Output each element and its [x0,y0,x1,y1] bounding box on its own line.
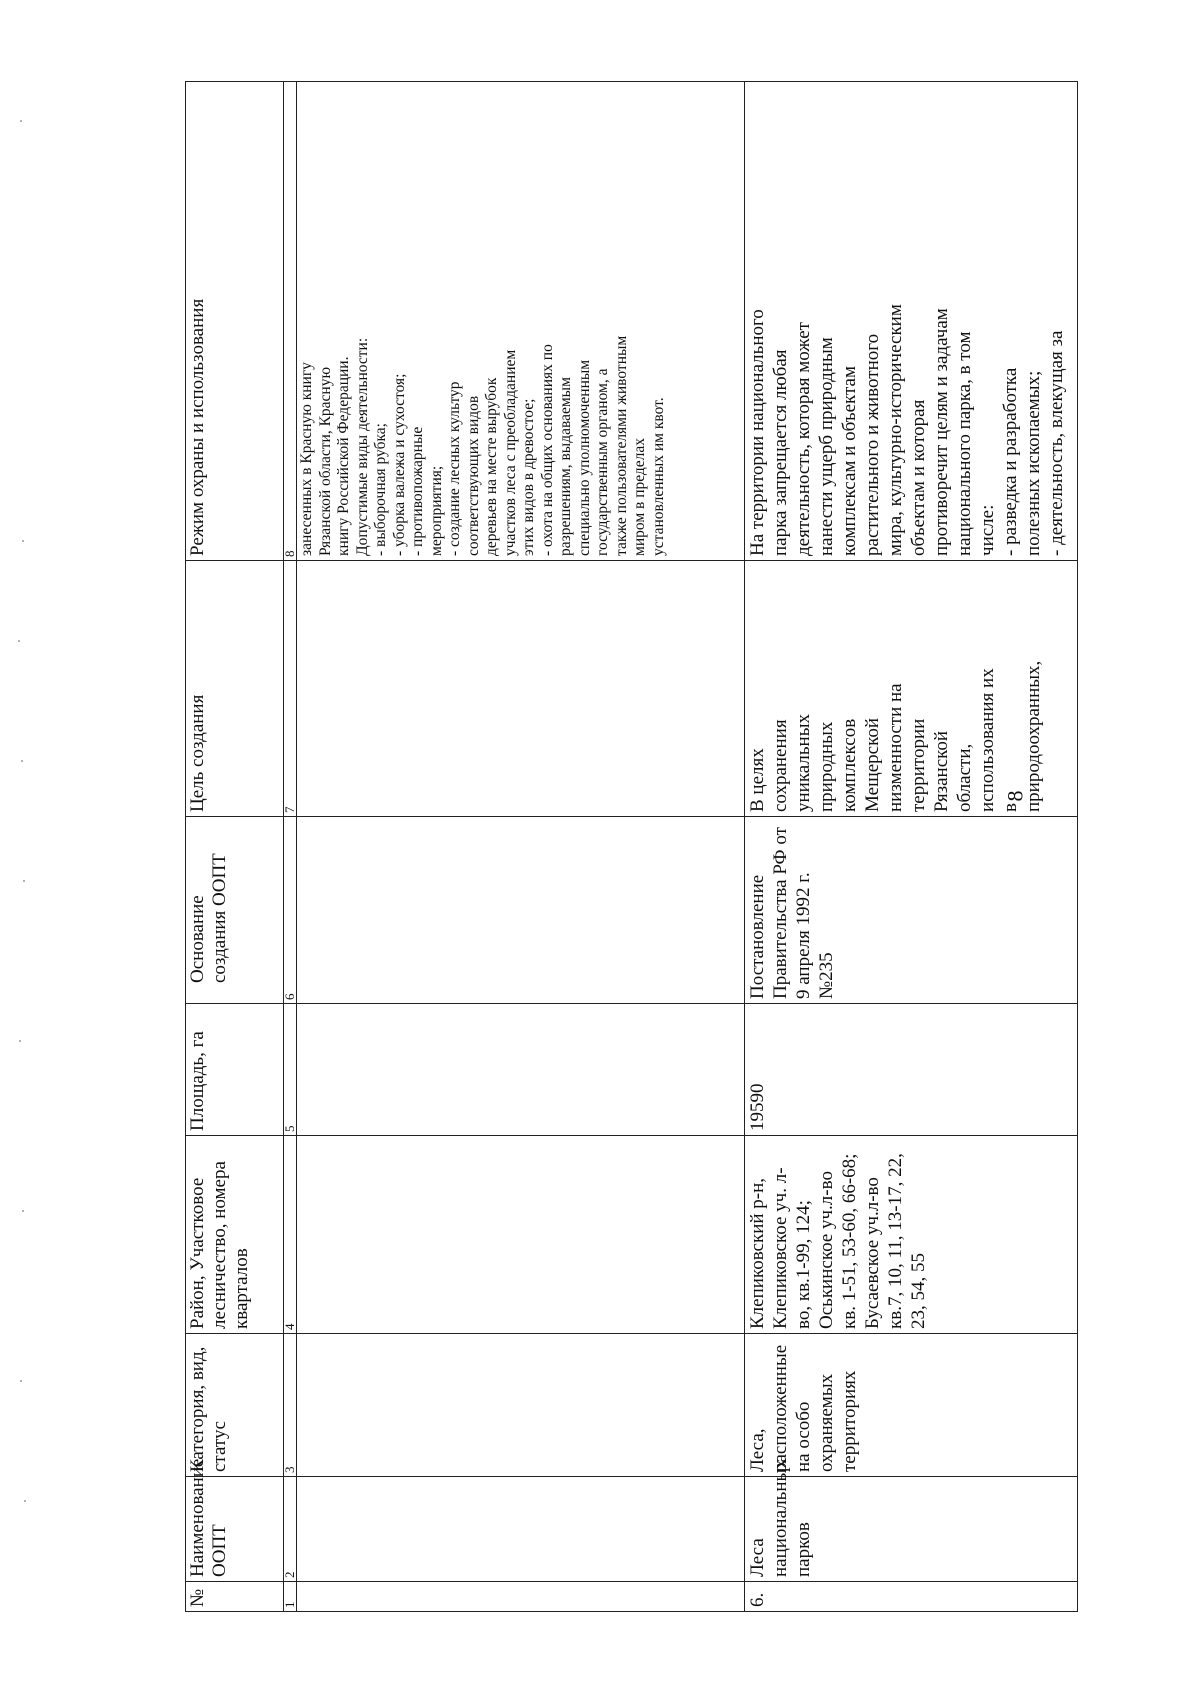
regime-line: разрешениям, выдаваемым [557,377,574,556]
scan-speck [19,1040,21,1042]
row-number: 6. [745,1582,1078,1612]
oopt-basis: Постановление Правительства РФ от 9 апреля 1992 г. №235 [745,817,1078,1004]
regime-line: противоречит целям и задачам [931,308,952,556]
column-number: 8 [284,81,297,560]
header-purpose: Цель создания [186,560,284,816]
regime-line: объектам и которая [908,399,929,556]
oopt-district [745,1136,1078,1334]
regime-line: участков леса с преобладанием [501,349,519,556]
regime-line: нанести ущерб природным [816,337,837,556]
purpose-line: Рязанской [931,730,952,812]
regime-line: - создание лесных культур [446,381,463,556]
regime-line: установленных им квот. [649,397,667,556]
scan-speck [24,1500,26,1502]
purpose-line: уникальных [793,714,814,812]
header-category: Категория, вид, статус [186,1334,284,1477]
district-line: во, кв.1-99, 124; [793,1200,814,1329]
header-number: № [186,1582,284,1612]
regime-line: деревьев на месте вырубок [483,377,500,556]
header-area: Площадь, га [186,1004,284,1136]
district-line: Клепиковское уч. л- [770,1167,791,1329]
column-number: 5 [284,1004,297,1136]
purpose-line: Мещерской [862,717,883,812]
column-number: 6 [284,817,297,1004]
purpose-line: сохранения [770,719,791,812]
regime-line: - охота на общих основаниях по [538,344,556,556]
regime-line: Допустимые виды деятельности: [353,337,371,556]
purpose-line: в [1000,803,1021,812]
purpose-line: области, [954,743,975,812]
header-name: Наименование ООПТ [186,1477,284,1582]
purpose-line: природоохранных, [1023,660,1044,812]
oopt-table [185,81,1078,1612]
regime-line: - деятельность, влекущая за [1046,330,1067,556]
regime-line: числе: [977,504,998,556]
continued-regime-cell [297,81,745,560]
scan-speck [20,120,22,122]
oopt-regime [745,81,1078,560]
purpose-line: природных [816,721,837,812]
column-number: 4 [284,1136,297,1334]
regime-line: занесенных в Красную книгу [298,362,315,556]
regime-line: также пользователями животным [612,335,630,556]
column-number: 3 [284,1334,297,1477]
regime-line: - противопожарные [409,426,426,556]
table-row [745,81,1078,1611]
oopt-category: Леса, расположенные на особо охраняемых территориях [745,1334,1078,1477]
regime-line: Рязанской области, Красную [316,366,334,556]
column-number: 2 [284,1477,297,1582]
header-regime: Режим охраны и использования [186,81,284,560]
district-line: Клепиковский р-н, [747,1177,768,1329]
oopt-purpose [745,560,1078,816]
header-district: Район, Участковое лесничество, номера кварталов [186,1136,284,1334]
regime-line: - разведка и разработка [1000,367,1021,556]
regime-line: книгу Российской Федерации. [335,356,352,556]
regime-line: деятельность, которая может [793,322,814,556]
scan-speck [20,1380,22,1382]
page-number: 8 [1002,790,1028,802]
district-line: Оськинское уч.л-во [816,1171,837,1329]
purpose-line: комплексов [839,718,860,812]
column-number: 1 [284,1582,297,1612]
regime-line: растительного и животного [862,333,883,556]
column-number: 7 [284,560,297,816]
regime-line: - выборочная рубка; [372,423,389,556]
district-line: кв.7, 10, 11, 13-17, 22, [885,1153,906,1329]
regime-line: мира, культурно-историческим [885,304,906,556]
regime-line: национального парка, в том [954,331,975,556]
regime-line: миром в пределах [631,437,648,556]
oopt-name: Леса национальных парков [745,1477,1078,1582]
district-line: 23, 54, 55 [908,1253,929,1329]
regime-line: полезных ископаемых; [1023,370,1044,556]
scan-speck [18,640,20,642]
regime-line: этих видов в древостое; [520,398,537,556]
regime-line: комплексам и объектам [839,366,860,556]
purpose-line: низменности на [885,683,906,812]
regime-line: соответствующих видов [464,395,482,556]
regime-line: На территории национального [747,309,768,556]
scan-speck [23,880,25,882]
table-header-row [186,81,284,1611]
district-line: Бусаевское уч.л-во [862,1177,883,1329]
purpose-line: территории [908,718,929,812]
regime-line: государственным органом, а [594,368,611,556]
regime-line: - уборка валежа и сухостоя; [390,373,408,556]
district-line: кв. 1-51, 53-60, 66-68; [839,1153,860,1329]
regime-line: специально уполномоченным [575,359,593,556]
oopt-area: 19590 [745,1004,1078,1136]
scan-speck [22,1210,24,1212]
scan-speck [21,760,23,762]
regime-line: мероприятия; [427,465,445,556]
regime-line: парка запрещается любая [770,349,791,556]
rotated-table-container [185,82,1070,1612]
header-basis: Основание создания ООПТ [186,817,284,1004]
scan-speck [22,540,24,542]
column-number-row [284,81,297,1611]
table-row-continued [297,81,745,1611]
purpose-line: В целях [747,748,768,812]
purpose-line: использования их [977,668,998,812]
